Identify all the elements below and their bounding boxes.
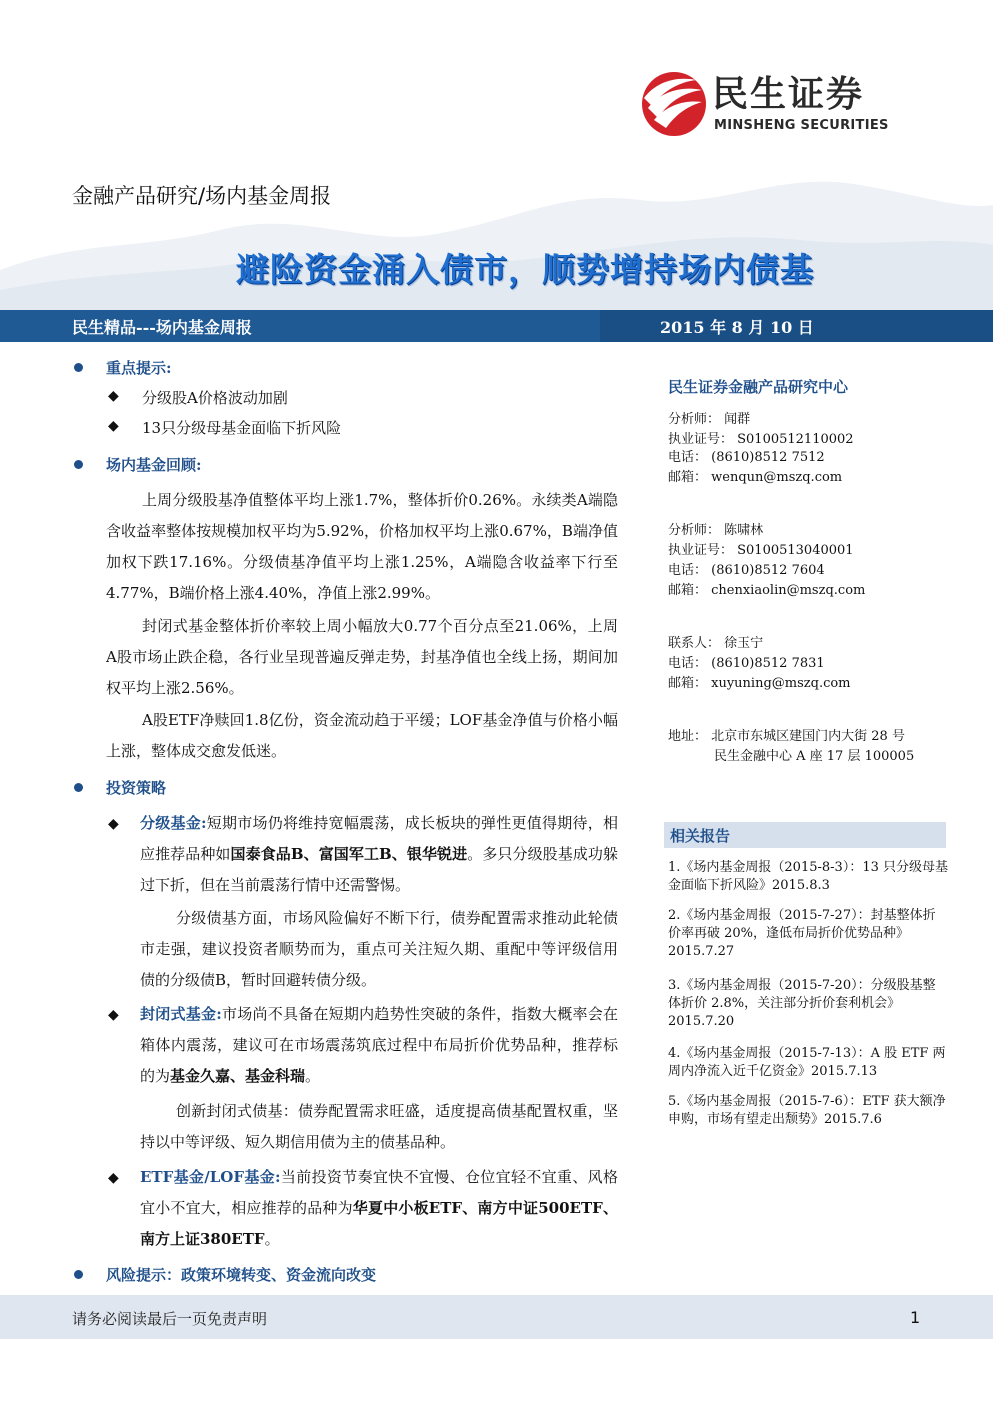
closed-bond-paragraph: 创新封闭式债基：债券配置需求旺盛，适度提高债基配置权重，坚持以中等评级、短久期信用债为主的债基品种。 [140, 1102, 618, 1151]
logo-chinese-name: 民生证券 [712, 74, 865, 115]
review-title: 场内基金回顾: [106, 456, 202, 474]
contact-phone: 电话： (8610)8512 7831 [668, 656, 825, 671]
diamond-bullet-icon: ◆ [108, 418, 119, 434]
page-number: 1 [910, 1308, 921, 1327]
key-point-item: 分级股A价格波动加剧 [142, 389, 288, 407]
related-report-item: 4.《场内基金周报（2015-7-13）：A 股 ETF 两周内净流入近千亿资金》2015.7.13 [668, 1046, 946, 1079]
minsheng-logo-mark-icon [640, 68, 706, 138]
diamond-bullet-icon: ◆ [108, 816, 119, 832]
closed-fund-text-end: 。 [305, 1067, 321, 1085]
bullet-dot-icon [74, 460, 83, 469]
bullet-dot-icon [74, 1270, 83, 1279]
key-point-item: 13只分级母基金面临下折风险 [142, 419, 342, 437]
analyst-email: 邮箱： chenxiaolin@mszq.com [668, 583, 866, 598]
analyst-email: 邮箱： wenqun@mszq.com [668, 470, 843, 485]
related-report-item: 3.《场内基金周报（2015-7-20）：分级股基整体折价 2.8%，关注部分折价套利机会》2015.7.20 [668, 978, 936, 1029]
analyst-phone: 电话： (8610)8512 7604 [668, 563, 825, 578]
research-center-title: 民生证券金融产品研究中心 [668, 378, 849, 396]
review-paragraph: 封闭式基金整体折价率较上周小幅放大0.77个百分点至21.06%，上周A股市场止跌企稳，各行业呈现普遍反弹走势，封基净值也全线上扬，期间加权平均上涨2.56%。 [106, 617, 618, 697]
diamond-bullet-icon: ◆ [108, 1007, 119, 1023]
contact-name: 联系人： 徐玉宁 [668, 636, 764, 651]
key-points-title: 重点提示: [106, 359, 172, 377]
bullet-dot-icon [74, 363, 83, 372]
related-report-item: 1.《场内基金周报（2015-8-3）：13 只分级母基金面临下折风险》2015.8.3 [668, 860, 948, 893]
logo-english-name: MINSHENG SECURITIES [714, 118, 889, 133]
diamond-bullet-icon: ◆ [108, 1170, 119, 1186]
closed-fund-paragraph [140, 999, 618, 1092]
report-date: 2015 年 8 月 10 日 [660, 318, 814, 337]
analyst-license: 执业证号： S0100513040001 [668, 543, 854, 558]
analyst-name: 分析师： 陈啸林 [668, 523, 764, 538]
report-headline: 避险资金涌入债市，顺势增持场内债基 [236, 250, 814, 289]
address-line: 地址： 北京市东城区建国门内大街 28 号 [668, 729, 905, 744]
related-report-item: 5.《场内基金周报（2015-7-6）：ETF 获大额净申购，市场有望走出颓势》2015.7.6 [668, 1094, 946, 1127]
etf-fund-text: 当前投资节奏宜快不宜慢、仓位宜轻不宜重、风格宜小不宜大，相应推荐的品种为 [140, 1168, 618, 1217]
analyst-license: 执业证号： S0100512110002 [668, 432, 854, 447]
analyst-phone: 电话： (8610)8512 7512 [668, 450, 825, 465]
graded-fund-text: 短期市场仍将维持宽幅震荡，成长板块的弹性更值得期待，相应推荐品种如 [140, 814, 618, 863]
disclaimer-note: 请务必阅读最后一页免责声明 [72, 1310, 268, 1328]
review-paragraph: A股ETF净赎回1.8亿份，资金流动趋于平缓；LOF基金净值与价格小幅上涨，整体成交愈发低迷。 [106, 711, 618, 760]
graded-fund-picks: 国泰食品B、富国军工B、银华锐进 [230, 845, 468, 863]
related-report-item: 2.《场内基金周报（2015-7-27）：封基整体折价率再破 20%，逢低布局折价优势品种》2015.7.27 [668, 908, 936, 959]
report-category: 金融产品研究/场内基金周报 [72, 184, 332, 208]
series-name: 民生精品---场内基金周报 [72, 318, 252, 337]
etf-fund-text-end: 。 [264, 1230, 280, 1248]
etf-fund-picks: 华夏中小板ETF、南方中证500ETF、南方上证380ETF [140, 1199, 618, 1248]
analyst-name: 分析师： 闻群 [668, 412, 751, 427]
diamond-bullet-icon: ◆ [108, 388, 119, 404]
graded-fund-paragraph [140, 808, 618, 901]
contact-email: 邮箱： xuyuning@mszq.com [668, 676, 851, 691]
etf-fund-paragraph [140, 1162, 618, 1255]
strategy-title: 投资策略 [106, 779, 167, 797]
closed-fund-text: 市场尚不具备在短期内趋势性突破的条件，指数大概率会在箱体内震荡，建议可在市场震荡筑底过程中布局折价优势品种，推荐标的为 [140, 1005, 618, 1085]
etf-fund-label: ETF基金/LOF基金: [140, 1168, 281, 1186]
review-paragraph: 上周分级股基净值整体平均上涨1.7%，整体折价0.26%。永续类A端隐含收益率整体按规模加权平均为5.92%，价格加权平均上涨0.67%，B端净值加权下跌17.16%。分级债基净值平均上涨1.25%，A端隐含收益率下行至4.77%，B端价格上涨4.40%，净值上涨2.99%。 [106, 491, 618, 602]
closed-fund-picks: 基金久嘉、基金科瑞 [170, 1067, 306, 1085]
closed-fund-label: 封闭式基金: [140, 1005, 222, 1023]
related-reports-title: 相关报告 [670, 827, 731, 845]
bullet-dot-icon [74, 783, 83, 792]
address-line: 民生金融中心 A 座 17 层 100005 [714, 749, 915, 764]
graded-fund-label: 分级基金: [140, 814, 207, 832]
graded-bond-paragraph: 分级债基方面，市场风险偏好不断下行，债券配置需求推动此轮债市走强，建议投资者顺势而为，重点可关注短久期、重配中等评级信用债的分级债B，暂时回避转债分级。 [140, 909, 618, 989]
risk-warning: 风险提示：政策环境转变、资金流向改变 [106, 1266, 377, 1284]
graded-fund-text-end: 。多只分级股基成功躲过下折，但在当前震荡行情中还需警惕。 [140, 845, 618, 894]
